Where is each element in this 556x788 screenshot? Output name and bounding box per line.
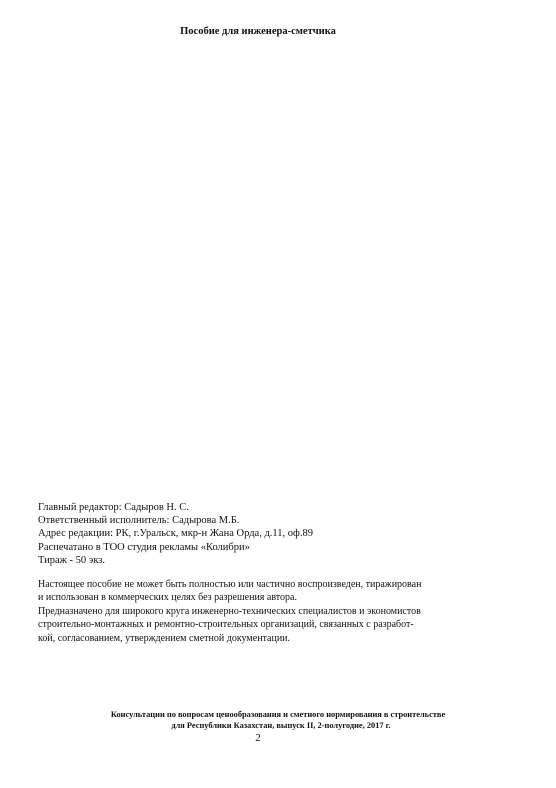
copyright-notice [38,578,508,645]
chief-editor-line: Главный редактор: Садыров Н. С. [38,502,189,513]
footer-line-2: для Республики Казахстан, выпуск II, 2-полугодие, 2017 г. [171,721,391,730]
page-header-title: Пособие для инженера-сметчика [180,26,336,37]
footer-line-1: Консультации по вопросам ценообразования и сметного нормирования в строительстве [110,710,446,719]
editorial-address-line: Адрес редакции: РК, г.Уральск, мкр-н Жана Орда, д.11, оф.89 [38,528,313,540]
notice-line: Предназначено для широкого круга инженерно-технических специалистов и экономистов [38,605,421,617]
print-run-line: Тираж - 50 экз. [38,554,106,566]
notice-line: строительно-монтажных и ремонтно-строительных организаций, связанных с разработ- [38,619,414,631]
notice-line: и использован в коммерческих целях без разрешения автора. [38,592,297,604]
responsible-executor-line: Ответственный исполнитель: Садырова М.Б. [38,515,240,527]
printed-by-line: Распечатано в ТОО студия рекламы «Колибри» [38,541,250,553]
notice-line: Настоящее пособие не может быть полностью или частично воспроизведен, тиражирован [38,579,422,590]
notice-line: кой, согласованием, утверждением сметной документации. [38,632,291,644]
page-footer [0,709,556,731]
page-number: 2 [255,732,261,744]
imprint-block [38,501,508,567]
